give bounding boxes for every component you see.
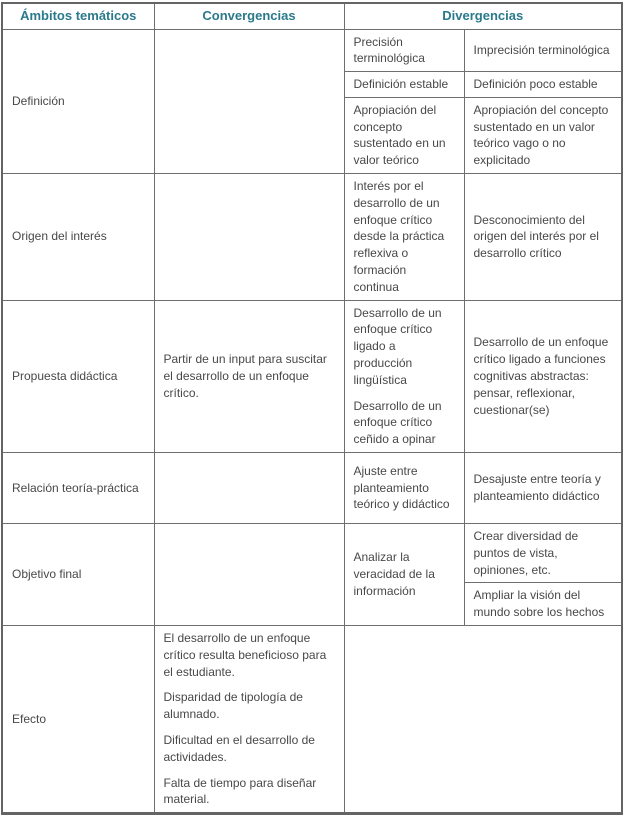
cell-definicion-divergencia-left-3: Apropiación del concepto sustentado en un valor teórico [344, 97, 464, 173]
table-row-efecto [2, 626, 622, 814]
column-header-convergencias: Convergencias [154, 3, 344, 29]
table-row-relacion-teoria-practica [2, 453, 622, 524]
cell-relacion-convergencias [154, 453, 344, 524]
propuesta-divergencia-left-paragraph-2: Desarrollo de un enfoque crítico ceñido a opinar [353, 398, 442, 447]
cell-objetivo-divergencia-right-2: Ampliar la visión del mundo sobre los hechos [464, 583, 622, 626]
cell-propuesta-divergencia-left [344, 300, 464, 452]
cell-efecto-divergencias [344, 626, 622, 814]
cell-propuesta-divergencia-right: Desarrollo de un enfoque crítico ligado a funciones cognitivas abstractas: pensar, reflexionar, cuestionar(se) [464, 300, 622, 452]
row-label-objetivo: Objetivo final [2, 524, 154, 626]
cell-definicion-divergencia-right-2: Definición poco estable [464, 72, 622, 98]
cell-objetivo-convergencias [154, 524, 344, 626]
table-row-objetivo-final [2, 524, 622, 583]
table-row-origen-del-interes [2, 174, 622, 301]
convergencias-divergencias-table [1, 2, 623, 815]
column-header-divergencias: Divergencias [344, 3, 622, 29]
row-label-efecto: Efecto [2, 626, 154, 814]
cell-definicion-convergencias [154, 29, 344, 174]
cell-definicion-divergencia-left-1: Precisión terminológica [344, 29, 464, 72]
cell-propuesta-convergencias: Partir de un input para suscitar el desarrollo de un enfoque crítico. [154, 300, 344, 452]
cell-definicion-divergencia-left-2: Definición estable [344, 72, 464, 98]
cell-objetivo-divergencia-left: Analizar la veracidad de la información [344, 524, 464, 626]
row-label-definicion: Definición [2, 29, 154, 174]
efecto-convergencias-paragraph-4: Falta de tiempo para diseñar material. [163, 775, 317, 807]
row-label-propuesta: Propuesta didáctica [2, 300, 154, 452]
propuesta-divergencia-left-paragraph-1: Desarrollo de un enfoque crítico ligado a producción lingüística [353, 305, 442, 387]
efecto-convergencias-paragraph-3: Dificultad en el desarrollo de actividades. [163, 733, 315, 764]
cell-definicion-divergencia-right-3: Apropiación del concepto sustentado en un valor teórico vago o no explicitado [464, 97, 622, 173]
table-header-row [2, 3, 622, 29]
cell-origen-convergencias [154, 174, 344, 301]
cell-origen-divergencia-left: Interés por el desarrollo de un enfoque crítico desde la práctica reflexiva o formación continua [344, 174, 464, 301]
cell-efecto-convergencias [154, 626, 344, 814]
row-label-origen: Origen del interés [2, 174, 154, 301]
cell-objetivo-divergencia-right-1: Crear diversidad de puntos de vista, opiniones, etc. [464, 524, 622, 583]
cell-origen-divergencia-right: Desconocimiento del origen del interés por el desarrollo crítico [464, 174, 622, 301]
table-row-propuesta-didactica [2, 300, 622, 452]
table-row-definicion [2, 29, 622, 72]
cell-relacion-divergencia-right: Desajuste entre teoría y planteamiento didáctico [464, 453, 622, 524]
efecto-convergencias-paragraph-2: Disparidad de tipología de alumnado. [163, 690, 303, 722]
efecto-convergencias-paragraph-1: El desarrollo de un enfoque crítico resulta beneficioso para el estudiante. [163, 631, 327, 679]
row-label-relacion: Relación teoría-práctica [2, 453, 154, 524]
cell-definicion-divergencia-right-1: Imprecisión terminológica [464, 29, 622, 72]
cell-relacion-divergencia-left: Ajuste entre planteamiento teórico y didáctico [344, 453, 464, 524]
column-header-ambitos-tematicos: Ámbitos temáticos [2, 3, 154, 29]
